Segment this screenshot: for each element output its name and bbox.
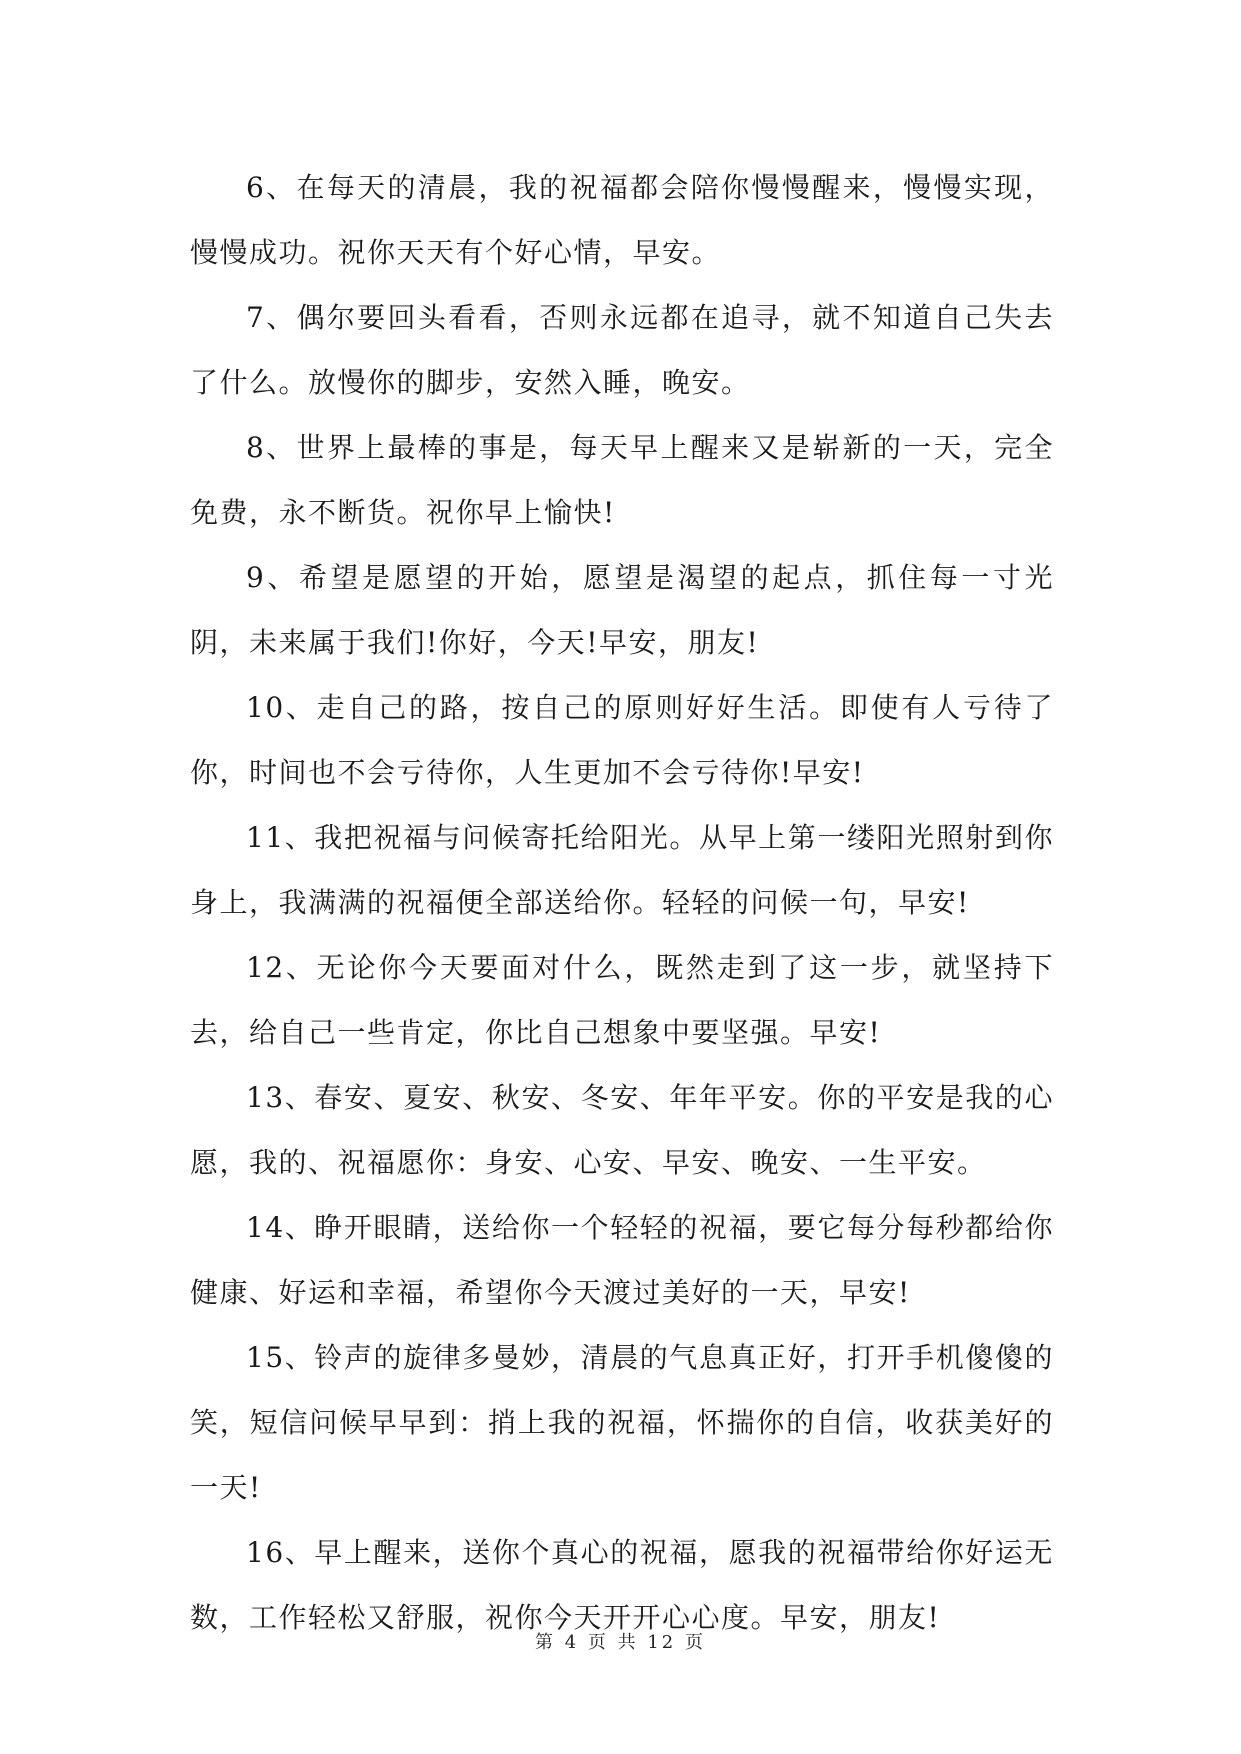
document-body [190,155,1054,1650]
paragraph-16: 16、早上醒来，送你个真心的祝福，愿我的祝福带给你好运无数，工作轻松又舒服，祝你今天开开心心度。早安，朋友! [190,1536,1054,1634]
paragraph-9: 9、希望是愿望的开始，愿望是渴望的起点，抓住每一寸光阴，未来属于我们!你好，今天!早安，朋友! [190,561,1054,659]
paragraph-10: 10、走自己的路，按自己的原则好好生活。即使有人亏待了你，时间也不会亏待你，人生更加不会亏待你!早安! [190,691,1054,789]
paragraph-8: 8、世界上最棒的事是，每天早上醒来又是崭新的一天，完全免费，永不断货。祝你早上愉快! [190,431,1054,529]
paragraph-11: 11、我把祝福与问候寄托给阳光。从早上第一缕阳光照射到你身上，我满满的祝福便全部送给你。轻轻的问候一句，早安! [190,821,1054,919]
paragraph-13: 13、春安、夏安、秋安、冬安、年年平安。你的平安是我的心愿，我的、祝福愿你：身安、心安、早安、晚安、一生平安。 [190,1081,1054,1179]
paragraph-6: 6、在每天的清晨，我的祝福都会陪你慢慢醒来，慢慢实现，慢慢成功。祝你天天有个好心情，早安。 [190,171,1054,269]
page-number-footer: 第 4 页 共 12 页 [535,1632,706,1653]
paragraph-12: 12、无论你今天要面对什么，既然走到了这一步，就坚持下去，给自己一些肯定，你比自己想象中要坚强。早安! [190,951,1054,1049]
paragraph-7: 7、偶尔要回头看看，否则永远都在追寻，就不知道自己失去了什么。放慢你的脚步，安然入睡，晚安。 [190,301,1054,399]
paragraph-14: 14、睁开眼睛，送给你一个轻轻的祝福，要它每分每秒都给你健康、好运和幸福，希望你今天渡过美好的一天，早安! [190,1211,1054,1309]
paragraph-15: 15、铃声的旋律多曼妙，清晨的气息真正好，打开手机傻傻的笑，短信问候早早到：捎上我的祝福，怀揣你的自信，收获美好的一天! [190,1341,1054,1504]
